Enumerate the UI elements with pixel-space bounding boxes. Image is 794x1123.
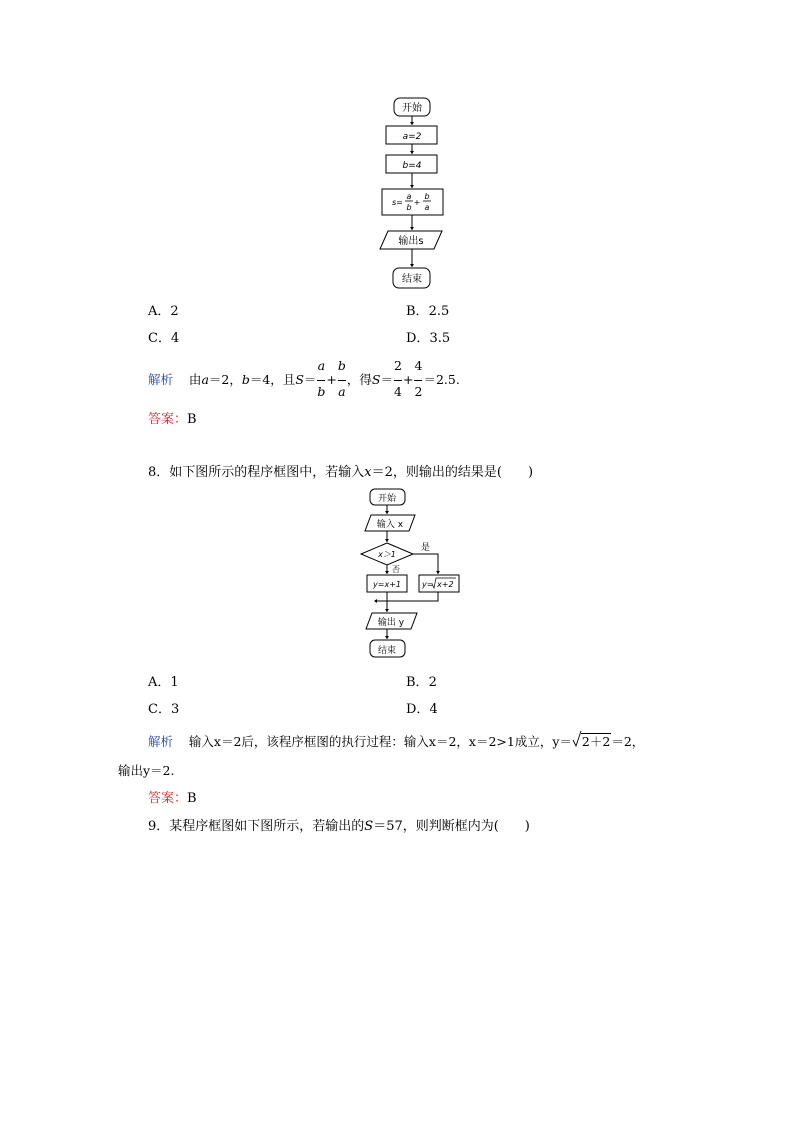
f2-end-label: 结束 — [377, 646, 397, 656]
answer-value: B — [187, 412, 197, 427]
solution-label: 解析 — [148, 734, 174, 749]
q8-solution-line1: 解析 输入x＝2后，该程序框图的执行过程：输入x＝2，x＝2>1成立，y＝ 2＋2＝2， — [148, 732, 644, 750]
solution-label: 解析 — [148, 372, 174, 387]
q8-stem: 8．如下图所示的程序框图中，若输入x＝2，则输出的结果是( ) — [148, 465, 534, 480]
formula-frac2-den: a — [424, 203, 430, 212]
q8-solution-line2: 输出y＝2. — [118, 763, 175, 778]
assign-b-label: b=4 — [402, 161, 422, 171]
f2-cond-label: x＞1 — [378, 550, 396, 559]
q7-option-d: D．3.5 — [406, 331, 451, 346]
q8-answer — [148, 787, 197, 806]
f2-right-root: x+2 — [437, 580, 454, 589]
fraction-2-over-4: $\frac{2}{4}$ — [394, 358, 402, 399]
f2-output-label: 输出 y — [377, 618, 405, 628]
q7-solution: 解析 由a＝2，b＝4，且S＝ $\frac{a}{b}$ + $\frac{b}{a}$ ，得S＝ $\frac{2}{4}$ + $\frac{4}{2}$ ＝2.5. — [148, 358, 460, 399]
output-label: 输出s — [398, 236, 424, 247]
f2-right-prefix: y= — [422, 580, 434, 589]
formula-prefix: s= — [392, 198, 403, 207]
end-label: 结束 — [402, 274, 422, 285]
q8-option-a: A．1 — [148, 675, 179, 690]
formula-plus: + — [413, 198, 421, 207]
f2-input-label: 输入 x — [376, 520, 404, 530]
answer-label: 答案： — [148, 412, 188, 427]
flowchart-2 — [355, 485, 470, 665]
answer-value: B — [187, 791, 197, 806]
formula-frac1-num: a — [406, 192, 412, 201]
q9-stem: 9．某程序框图如下图所示，若输出的S＝57，则判断框内为( ) — [148, 819, 530, 834]
q8-option-d: D．4 — [406, 702, 438, 717]
q7-answer — [148, 408, 197, 427]
f2-yes-label: 是 — [421, 543, 431, 553]
sqrt-expression: 2＋2 — [572, 732, 611, 750]
formula-frac1-den: b — [406, 203, 412, 212]
fraction-b-over-a: $\frac{b}{a}$ — [337, 358, 346, 399]
q7-option-b: B．2.5 — [406, 304, 450, 319]
q8-option-b: B．2 — [406, 675, 437, 690]
q8-option-c: C．3 — [148, 702, 180, 717]
formula-frac2-num: b — [424, 192, 430, 201]
start-label: 开始 — [402, 103, 422, 114]
assign-a-label: a=2 — [402, 132, 422, 142]
flowchart-1 — [370, 95, 460, 295]
answer-label: 答案： — [148, 791, 188, 806]
fraction-4-over-2: $\frac{4}{2}$ — [414, 358, 423, 399]
f2-start-label: 开始 — [377, 494, 397, 504]
q7-option-c: C．4 — [148, 331, 180, 346]
fraction-a-over-b: $\frac{a}{b}$ — [317, 358, 326, 399]
f2-no-label: 否 — [392, 565, 400, 574]
q7-option-a: A．2 — [148, 304, 179, 319]
f2-left-label: y=x+1 — [373, 580, 401, 589]
